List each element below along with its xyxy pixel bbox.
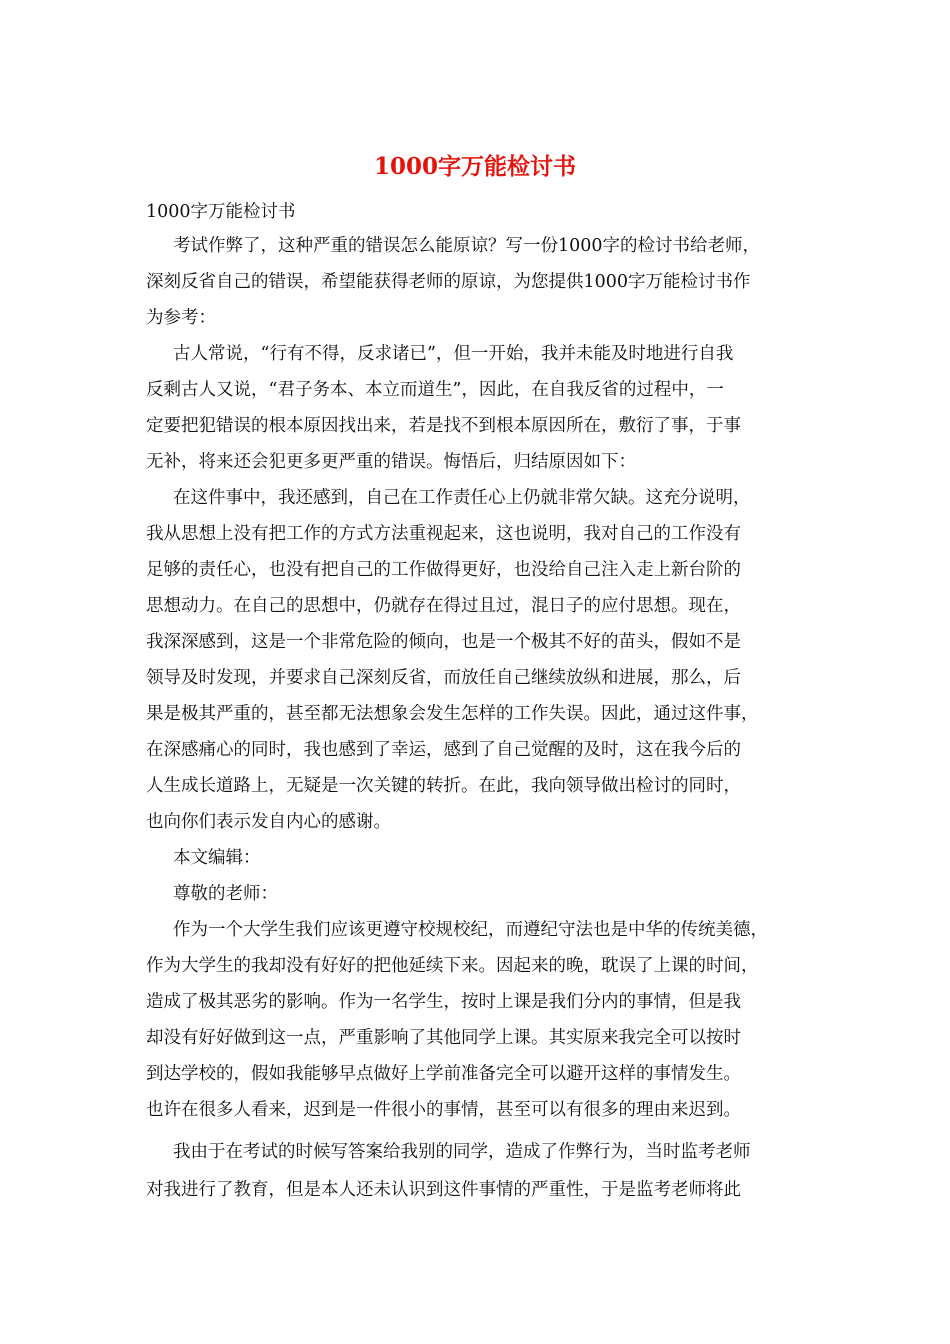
editor-label: 本文编辑： xyxy=(173,848,261,868)
paragraph-line: 在深感痛心的同时，我也感到了幸运，感到了自己觉醒的及时，这在我今后的 xyxy=(146,740,741,760)
paragraph-line: 我从思想上没有把工作的方式方法重视起来，这也说明，我对自己的工作没有 xyxy=(146,524,741,544)
paragraph-line: 果是极其严重的，甚至都无法想象会发生怎样的工作失误。因此，通过这件事， xyxy=(146,704,759,724)
salutation: 尊敬的老师： xyxy=(173,884,278,904)
paragraph-line: 作为大学生的我却没有好好的把他延续下来。因起来的晚，耽误了上课的时间， xyxy=(146,956,759,976)
paragraph-line: 古人常说，“行有不得，反求诸已”，但一开始，我并未能及时地进行自我 xyxy=(173,344,734,364)
paragraph-line: 定要把犯错误的根本原因找出来，若是找不到根本原因所在，敷衍了事，于事 xyxy=(146,416,741,436)
paragraph-line: 我由于在考试的时候写答案给我别的同学，造成了作弊行为，当时监考老师 xyxy=(173,1142,751,1162)
paragraph-line: 人生成长道路上，无疑是一次关键的转折。在此，我向领导做出检讨的同时， xyxy=(146,776,741,796)
paragraph-line: 到达学校的，假如我能够早点做好上学前准备完全可以避开这样的事情发生。 xyxy=(146,1064,741,1084)
paragraph-line: 我深深感到，这是一个非常危险的倾向，也是一个极其不好的苗头，假如不是 xyxy=(146,632,741,652)
paragraph-line: 作为一个大学生我们应该更遵守校规校纪，而遵纪守法也是中华的传统美德， xyxy=(173,920,768,940)
paragraph-line: 造成了极其恶劣的影响。作为一名学生，按时上课是我们分内的事情，但是我 xyxy=(146,992,741,1012)
paragraph-line: 对我进行了教育，但是本人还未认识到这件事情的严重性，于是监考老师将此 xyxy=(146,1180,741,1200)
document-title: 1000字万能检讨书 xyxy=(373,153,576,180)
paragraph-line: 却没有好好做到这一点，严重影响了其他同学上课。其实原来我完全可以按时 xyxy=(146,1028,741,1048)
paragraph-line: 足够的责任心，也没有把自己的工作做得更好，也没给自己注入走上新台阶的 xyxy=(146,560,741,580)
paragraph-line: 为参考： xyxy=(146,308,216,328)
paragraph-line: 也许在很多人看来，迟到是一件很小的事情，甚至可以有很多的理由来迟到。 xyxy=(146,1100,741,1120)
paragraph-line: 思想动力。在自己的思想中，仍就存在得过且过，混日子的应付思想。现在， xyxy=(146,596,741,616)
paragraph-line: 在这件事中，我还感到，自己在工作责任心上仍就非常欠缺。这充分说明， xyxy=(173,488,751,508)
paragraph-line: 反剩古人又说，“君子务本、本立而道生”，因此，在自我反省的过程中，一 xyxy=(146,380,724,400)
document-subtitle: 1000字万能检讨书 xyxy=(146,202,296,222)
paragraph-line: 考试作弊了，这种严重的错误怎么能原谅？写一份1000字的检讨书给老师， xyxy=(173,236,761,256)
paragraph-line: 领导及时发现，并要求自己深刻反省，而放任自己继续放纵和进展，那么，后 xyxy=(146,668,741,688)
paragraph-line: 也向你们表示发自内心的感谢。 xyxy=(146,812,391,832)
paragraph-line: 深刻反省自己的错误，希望能获得老师的原谅，为您提供1000字万能检讨书作 xyxy=(146,272,751,292)
paragraph-line: 无补，将来还会犯更多更严重的错误。悔悟后，归结原因如下： xyxy=(146,452,636,472)
